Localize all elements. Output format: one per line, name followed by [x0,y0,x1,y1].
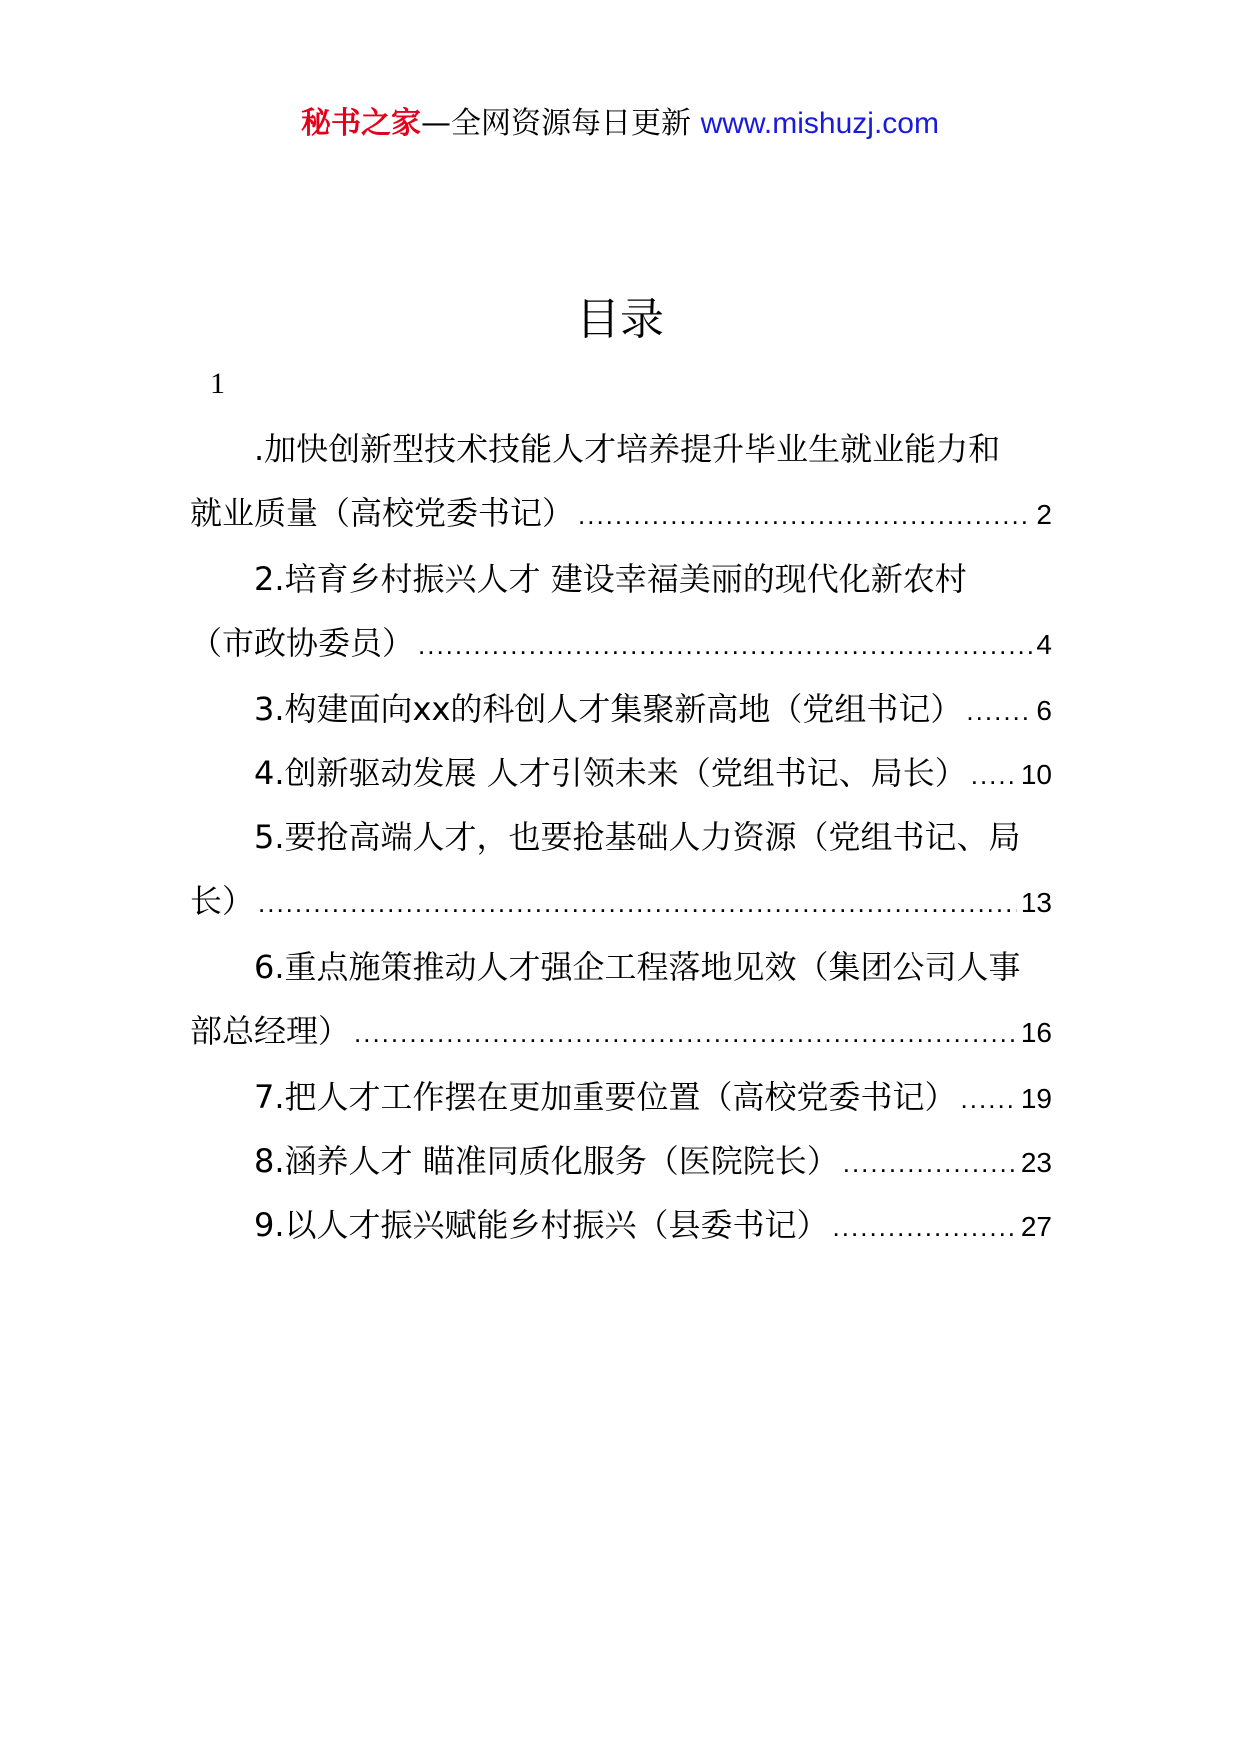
toc-entry-6[interactable] [190,946,1052,1052]
dot-leader [966,690,1032,732]
toc-page-number: 13 [1020,887,1052,918]
toc-entry-title-cont: 就业质量（高校党委书记） [190,494,575,532]
dot-leader [354,1012,1017,1054]
toc-page-number: 27 [1020,1211,1052,1242]
toc-entry-title: 8.涵养人才 瞄准同质化服务（医院院长） [254,1142,839,1180]
dot-leader [578,494,1032,536]
toc-entry-4[interactable] [190,752,1052,794]
toc-page-number: 16 [1020,1017,1052,1048]
toc-entry-3[interactable] [190,688,1052,730]
toc-entry-5[interactable] [190,816,1052,922]
toc-page-number: 2 [1036,499,1052,530]
site-header [0,104,1240,144]
toc-entry-1[interactable] [190,428,1052,534]
stray-number: 1 [210,367,225,400]
dot-leader [971,754,1017,796]
toc-page-number: 4 [1036,629,1052,660]
dot-leader [843,1142,1017,1184]
toc-page-number: 23 [1020,1147,1052,1178]
toc-entry-title-cont: （市政协委员） [190,624,415,662]
toc-entry-title-cont: 长） [190,882,255,920]
toc-entry-title: .加快创新型技术技能人才培养提升毕业生就业能力和 [254,430,1001,468]
brand-name: 秘书之家 [301,106,422,141]
toc-entry-9[interactable] [190,1204,1052,1246]
toc-entry-title: 6.重点施策推动人才强企工程落地见效（集团公司人事 [254,948,1021,986]
toc-entry-8[interactable] [190,1140,1052,1182]
dot-leader [961,1078,1017,1120]
dot-leader [258,882,1017,924]
toc-entry-title: 9.以人才振兴赋能乡村振兴（县委书记） [254,1206,829,1244]
dot-leader [418,624,1032,666]
toc-page-number: 6 [1036,695,1052,726]
toc-entry-title: 2.培育乡村振兴人才 建设幸福美丽的现代化新农村 [254,560,967,598]
site-url-link[interactable]: www.mishuzj.com [700,107,939,140]
header-slogan: —全网资源每日更新 [421,106,692,141]
toc-entry-title: 4.创新驱动发展 人才引领未来（党组书记、局长） [254,754,967,792]
toc-page-number: 19 [1020,1083,1052,1114]
toc-page-number: 10 [1020,759,1052,790]
toc-entry-7[interactable] [190,1076,1052,1118]
page-title: 目录 [576,294,664,345]
toc-entry-title: 7.把人才工作摆在更加重要位置（高校党委书记） [254,1078,957,1116]
toc-entry-2[interactable] [190,558,1052,664]
toc-entry-title: 3.构建面向xx的科创人才集聚新高地（党组书记） [254,690,963,728]
dot-leader [833,1206,1017,1248]
toc-entry-title: 5.要抢高端人才，也要抢基础人力资源（党组书记、局 [254,818,1021,856]
toc-entry-title-cont: 部总经理） [190,1012,351,1050]
